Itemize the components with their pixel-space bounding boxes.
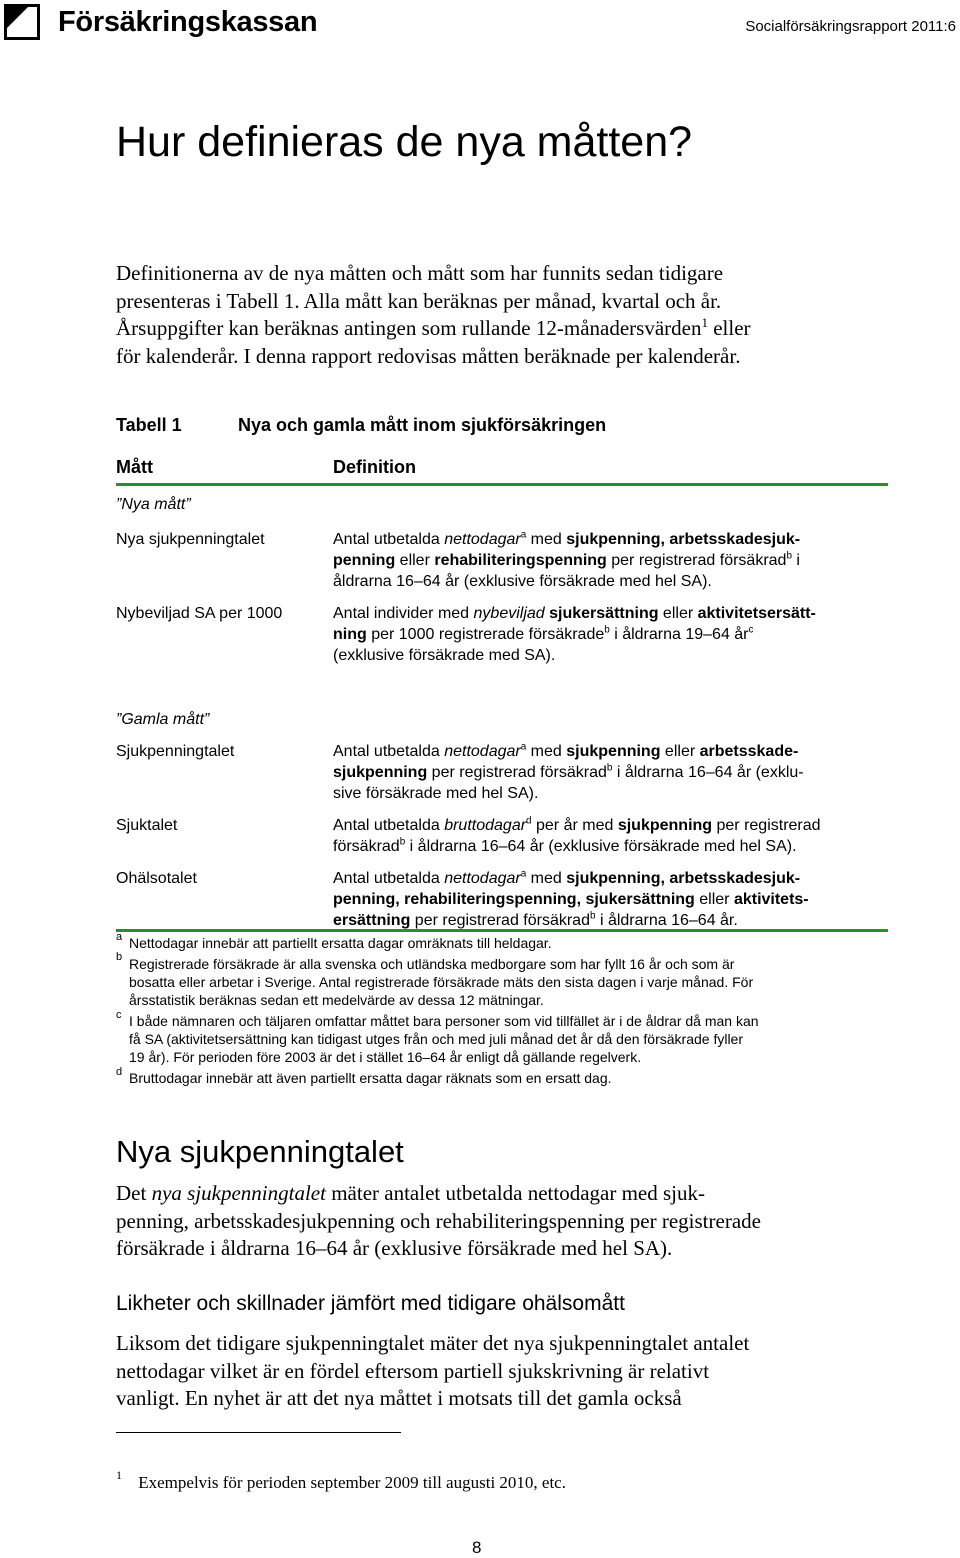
- group-label-new: ”Nya mått”: [116, 496, 191, 513]
- footnote-ref[interactable]: 1: [701, 315, 708, 330]
- measure-label: Sjuktalet: [116, 817, 178, 834]
- section-paragraph: Det nya sjukpenningtalet mäter antalet utbetalda nettodagar med sjuk- penning, arbetsskadesjukpenning och rehabiliteringspenning per registrerade försäkrade i åldrarna 16–64 år (exklusive försäkrade med hel SA).: [116, 1181, 761, 1260]
- footnote-separator: [116, 1432, 401, 1433]
- table-title: Nya och gamla mått inom sjukförsäkringen: [238, 415, 607, 435]
- section-title: Nya sjukpenningtalet: [116, 1134, 404, 1169]
- report-id: Socialförsäkringsrapport 2011:6: [745, 18, 956, 35]
- footnote-d: Bruttodagar innebär att även partiellt ersatta dagar räknats som en ersatt dag.: [129, 1070, 612, 1086]
- measure-definition: Antal utbetalda nettodagar$^a$ med sjukpenning eller arbetsskade- sjukpenning per registrerad försäkrad$^b$ i åldrarna 16–64 år (exklu- sive försäkrade med hel SA).: [333, 741, 804, 802]
- footnote-b: Registrerade försäkrade är alla svenska och utländska medborgare som har fyllt 16 år och som är: [129, 956, 735, 972]
- measure-definition: Antal utbetalda bruttodagar$^d$ per år med sjukpenning per registrerad försäkrad$^b$ i åldrarna 16–64 år (exklusive försäkrade med hel SA).: [333, 815, 821, 855]
- intro-line: Årsuppgifter kan beräknas antingen som rullande 12-månadersvärden$^1$ eller: [116, 315, 751, 340]
- table-header: [116, 457, 888, 478]
- page-footnote: [116, 1470, 566, 1493]
- measure-label: Nybeviljad SA per 1000: [116, 605, 283, 622]
- footnote-a: Nettodagar innebär att partiellt ersatta dagar omräknats till heldagar.: [129, 935, 552, 951]
- table-rule: [116, 483, 888, 486]
- logo: [4, 4, 317, 40]
- table-caption: [116, 415, 606, 436]
- column-header-definition: Definition: [333, 457, 416, 477]
- footnote-c: I både nämnaren och täljaren omfattar måttet bara personer som vid tillfället är i de åldrar då man kan: [129, 1013, 759, 1029]
- footnote-b: årsstatistik beräknas sedan ett medelvärde av dessa 12 mätningar.: [129, 992, 544, 1008]
- footnote-text: Exempelvis för perioden september 2009 till augusti 2010, etc.: [138, 1472, 566, 1492]
- footnote-mark: 1: [116, 1468, 122, 1482]
- measure-label: Nya sjukpenningtalet: [116, 531, 265, 548]
- page-title: Hur definieras de nya måtten?: [116, 118, 693, 166]
- table-footnotes: a Nettodagar innebär att partiellt ersatta dagar omräknats till heldagar. b Registrerade försäkrade är alla svenska och utländska medborgare som har fyllt 16 år och som är bosatta eller arbetar i Sverige. Antal registrerade försäkrade mäts den sista dagen i varje månad. För årsstatistik beräknas sedan ett medelvärde av dessa 12 mätningar. c I både nämnaren och täljaren omfattar måttet bara personer som vid tillfället är i de åldrar då man kan få SA (aktivitetsersättning kan tidigast utges från och med juli månad det år då den försäkrade fyller 19 år). För perioden före 2003 är det i stället 16–64 år enligt då gällande regelverk. d Bruttodagar innebär att även partiellt ersatta dagar räknats som en ersatt dag.: [116, 931, 759, 1086]
- logo-mark-icon: [4, 4, 40, 40]
- intro-line: för kalenderår. I denna rapport redovisas måtten beräknade per kalenderår.: [116, 343, 741, 368]
- measure-definition: Antal individer med nybeviljad sjukersättning eller aktivitetsersätt- ning per 1000 registrerade försäkrade$^b$ i åldrarna 19–64 $år^c$ (exklusive försäkrade med SA).: [333, 605, 816, 664]
- table-number: Tabell 1: [116, 415, 182, 435]
- footnote-b: bosatta eller arbetar i Sverige. Antal registrerade försäkrade mäts den sista dagen i varje månad. För: [129, 974, 754, 990]
- subsection-paragraph: Liksom det tidigare sjukpenningtalet mäter det nya sjukpenningtalet antalet nettodagar vilket är en fördel eftersom partiell sjukskrivning är relativt vanligt. En nyhet är att det nya måttet i motsats till det gamla också: [116, 1331, 750, 1410]
- footnote-c: 19 år). För perioden före 2003 är det i stället 16–64 år enligt då gällande regelverk.: [129, 1049, 642, 1065]
- footnote-c: få SA (aktivitetsersättning kan tidigast utges från och med juli månad det år då den försäkrade fyller: [129, 1031, 743, 1047]
- page-number: 8: [472, 1538, 482, 1557]
- logo-text: Försäkringskassan: [58, 6, 318, 38]
- group-label-old: ”Gamla mått”: [116, 711, 210, 728]
- column-header-measure: Mått: [116, 457, 153, 477]
- subsection-title: Likheter och skillnader jämfört med tidigare ohälsomått: [116, 1292, 625, 1315]
- intro-line: Definitionerna av de nya måtten och mått som har funnits sedan tidigare: [116, 261, 724, 285]
- measure-label: Ohälsotalet: [116, 870, 197, 887]
- measure-definition: Antal utbetalda nettodagar$^a$ med sjukpenning, arbetsskadesjuk- penning eller rehabiliteringspenning per registrerad försäkrad$^b$ i åldrarna 16–64 år (exklusive försäkrade med hel SA).: [333, 529, 801, 590]
- measure-definition: Antal utbetalda nettodagar$^a$ med sjukpenning, arbetsskadesjuk- penning, rehabiliteringspenning, sjukersättning eller aktivitets- ersättning per registrerad försäkrad$^b$ i åldrarna 16–64 år.: [333, 868, 809, 929]
- intro-paragraph: [116, 260, 751, 370]
- intro-line: presenteras i Tabell 1. Alla mått kan beräknas per månad, kvartal och år.: [116, 288, 722, 313]
- measure-label: Sjukpenningtalet: [116, 743, 235, 760]
